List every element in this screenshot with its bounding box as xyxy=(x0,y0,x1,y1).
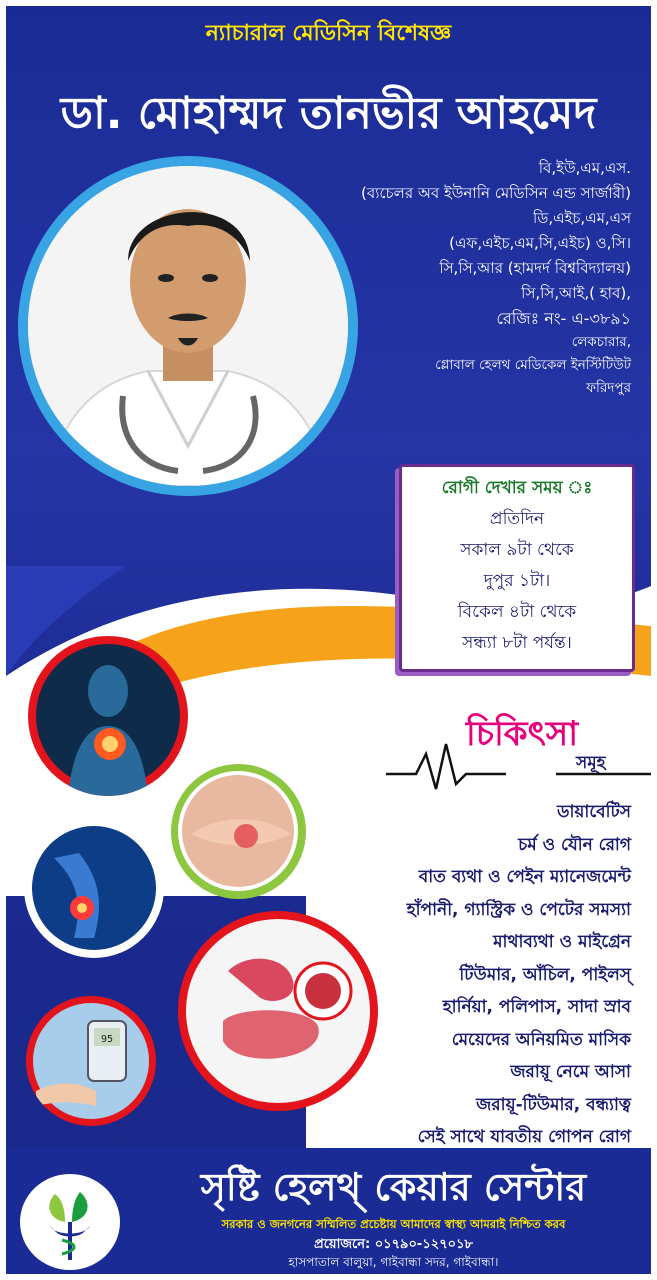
lecturer-line: গ্লোবাল হেলথ মেডিকেল ইনস্টিটিউট xyxy=(435,357,631,373)
phone-number: প্রয়োজনে: ০১৭৯০-১২৭০১৮ xyxy=(314,1237,473,1252)
glucometer-icon xyxy=(26,996,156,1126)
treatments-subtitle: সমূহ xyxy=(576,753,606,773)
visiting-hours-line: বিকেল ৪টা থেকে xyxy=(457,602,577,622)
center-name: সৃষ্টি হেলথ্ কেয়ার সেন্টার xyxy=(200,1165,587,1209)
joint-bubble-ring xyxy=(24,818,164,958)
registration-number: রেজিঃ নং- এ-৩৮৯১ xyxy=(496,309,631,328)
lecturer-line: ফরিদপুর xyxy=(586,380,631,396)
treatment-item: চর্ম ও যৌন রোগ xyxy=(518,834,631,855)
treatments-title: চিকিৎসা xyxy=(466,714,579,754)
doctor-illustration xyxy=(28,166,348,486)
treatment-item: বাত ব্যথা ও পেইন ম্যানেজমেন্ট xyxy=(418,867,631,887)
diabetes-bubble-ring xyxy=(26,996,156,1126)
treatment-item: জরায়ূ-টিউমার, বন্ধ্যাত্ব xyxy=(476,1094,631,1115)
treatment-item: মেয়েদের অনিয়মিত মাসিক xyxy=(451,1029,631,1050)
tagline: ন্যাচারাল মেডিসিন বিশেষজ্ঞ xyxy=(205,21,452,46)
visiting-hours-line: সন্ধ্যা ৮টা পর্যন্ত। xyxy=(462,633,572,653)
address: হাসপাতাল বালুয়া, গাইবান্ধা সদর, গাইবান্ধা। xyxy=(288,1255,499,1269)
doctor-name: ডা. মোহাম্মদ তানভীর আহমেদ xyxy=(60,88,597,139)
visiting-hours-box xyxy=(399,464,635,672)
qualification-line: সি,সি,আর (হামদর্দ বিশ্ববিদ্যালয়) xyxy=(439,259,631,277)
slogan: সরকার ও জনগনের সম্মিলিত প্রচেষ্টায় আমাদের স্বাস্থ্য আমরাই নিশ্চিত করব xyxy=(221,1217,566,1231)
treatment-item: জরায়ূ নেমে আসা xyxy=(510,1062,631,1082)
treatment-item: হাঁপানী, গ্যাস্ট্রিক ও পেটের সমস্যা xyxy=(406,899,631,920)
lecturer-line: লেকচারার, xyxy=(571,334,631,350)
qualification-line: ডি,এইচ,এম,এস xyxy=(532,209,631,227)
heart-anatomy-icon xyxy=(28,636,188,796)
caduceus-leaf-icon xyxy=(20,1174,120,1270)
poster xyxy=(6,6,651,1274)
treatment-item: মাথাব্যথা ও মাইগ্রেন xyxy=(493,932,631,952)
treatment-item: সেই সাথে যাবতীয় গোপন রোগ xyxy=(417,1127,631,1147)
qualifications xyxy=(301,156,631,400)
treatment-item: টিউমার, আঁচিল, পাইলস্ xyxy=(459,964,631,985)
visiting-hours-line: প্রতিদিন xyxy=(489,509,545,529)
joint-pain-icon xyxy=(24,818,164,958)
qualification-line: সি,সি,আই,( হাব), xyxy=(521,284,631,302)
clinic-logo xyxy=(20,1174,120,1270)
visiting-hours-line: দুপুর ১টা। xyxy=(483,571,551,591)
qualification-line: (এফ,এইচ,এম,সি,এইচ) ও,সি। xyxy=(449,234,631,252)
treatment-item: ডায়াবেটিস xyxy=(556,802,631,822)
visiting-hours-title: রোগী দেখার সময় ঃ xyxy=(441,478,593,498)
doctor-photo xyxy=(28,166,348,486)
heart-bubble-ring xyxy=(28,636,188,796)
treatments-list xyxy=(271,796,631,1154)
visiting-hours-line: সকাল ৯টা থেকে xyxy=(460,540,574,560)
qualification-line: (ব্যচেলর অব ইউনানি মেডিসিন এন্ড সার্জারী) xyxy=(360,184,631,202)
treatment-item: হার্নিয়া, পলিপাস, সাদা স্রাব xyxy=(442,997,631,1017)
glucometer-reading: 95 xyxy=(100,1034,114,1045)
qualification-line: বি,ইউ,এম,এস. xyxy=(538,159,631,177)
